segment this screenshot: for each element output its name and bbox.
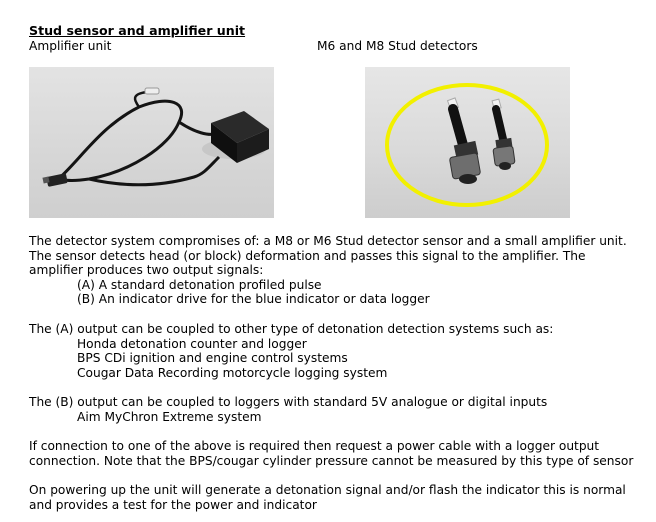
list-item: (A) A standard detonation profiled pulse	[77, 277, 322, 292]
section-heading: Stud sensor and amplifier unit	[29, 23, 246, 38]
text-line: connection. Note that the BPS/cougar cylinder pressure cannot be measured by this type of sensor	[29, 453, 634, 468]
paragraph-connection	[29, 439, 633, 468]
list-item: Honda detonation counter and logger	[77, 336, 307, 351]
list-item: Aim MyChron Extreme system	[77, 409, 262, 424]
list-item: Cougar Data Recording motorcycle logging system	[77, 365, 388, 380]
text-line: The (A) output can be coupled to other type of detonation detection systems such as:	[29, 322, 554, 336]
text-line: The detector system compromises of: a M8 or M6 Stud detector sensor and a small amplifier unit.	[29, 234, 627, 248]
stud-detectors-illustration	[365, 67, 570, 218]
paragraph-detector-system	[29, 234, 627, 307]
stud-detectors-photo	[365, 67, 570, 218]
paragraph-power-up	[29, 483, 626, 512]
text-line: amplifier produces two output signals:	[29, 263, 264, 277]
text-line: The (B) output can be coupled to loggers with standard 5V analogue or digital inputs	[29, 395, 548, 409]
paragraph-output-b	[29, 395, 547, 424]
text-line: If connection to one of the above is required then request a power cable with a logger output	[29, 439, 600, 453]
paragraph-output-a	[29, 322, 553, 380]
text-line: and provides a test for the power and indicator	[29, 497, 317, 512]
list-item: BPS CDi ignition and engine control systems	[77, 351, 348, 365]
list-item: (B) An indicator drive for the blue indicator or data logger	[77, 292, 430, 306]
amplifier-unit-photo	[29, 67, 274, 218]
amplifier-caption: Amplifier unit	[29, 39, 112, 53]
text-line: The sensor detects head (or block) deformation and passes this signal to the amplifier. The	[29, 248, 586, 263]
amplifier-unit-illustration	[29, 67, 274, 218]
text-line: On powering up the unit will generate a detonation signal and/or flash the indicator this is normal	[29, 483, 626, 497]
detectors-caption: M6 and M8 Stud detectors	[317, 39, 478, 53]
